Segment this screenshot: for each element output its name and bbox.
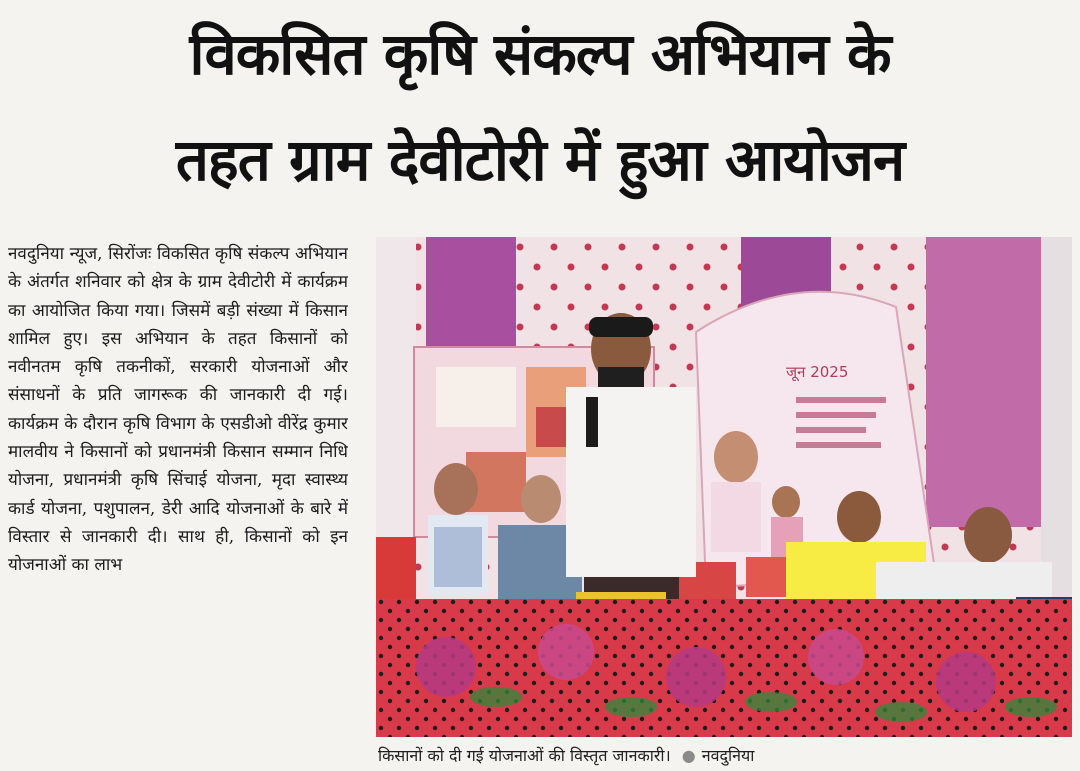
news-photo	[376, 237, 1072, 737]
caption-credit: नवदुनिया	[701, 746, 755, 765]
caption-text: किसानों को दी गई योजनाओं की विस्तृत जानकारी।	[378, 746, 671, 765]
photo-caption	[378, 742, 1072, 770]
article-body: नवदुनिया न्यूज, सिरोंजः विकसित कृषि संकल्प अभियान के अंतर्गत शनिवार को क्षेत्र के ग्राम देवीटोरी में कार्यक्रम का आयोजित किया गया। जिसमें बड़ी संख्या में किसान शामिल हुए। इस अभियान के तहत किसानों को नवीनतम कृषि तकनीकों, सरकारी योजनाओं और संसाधनों के प्रति जागरूक की जानकारी दी गई। कार्यक्रम के दौरान कृषि विभाग के एसडीओ वीरेंद्र कुमार मालवीय ने किसानों को प्रधानमंत्री किसान सम्मान निधि योजना, प्रधानमंत्री कृषि सिंचाई योजना, मृदा स्वास्थ्य कार्ड योजना, पशुपालन, डेरी आदि योजनाओं के बारे में विस्तार से जानकारी दी। साथ ही, किसानों को इन योजनाओं का लाभ	[8, 244, 348, 576]
banner-year-text: जून 2025	[786, 363, 849, 381]
caption-bullet: ●	[681, 746, 696, 765]
headline-line-2: तहत ग्राम देवीटोरी में हुआ आयोजन	[175, 126, 905, 194]
headline-line-1: विकसित कृषि संकल्प अभियान के	[189, 20, 891, 88]
